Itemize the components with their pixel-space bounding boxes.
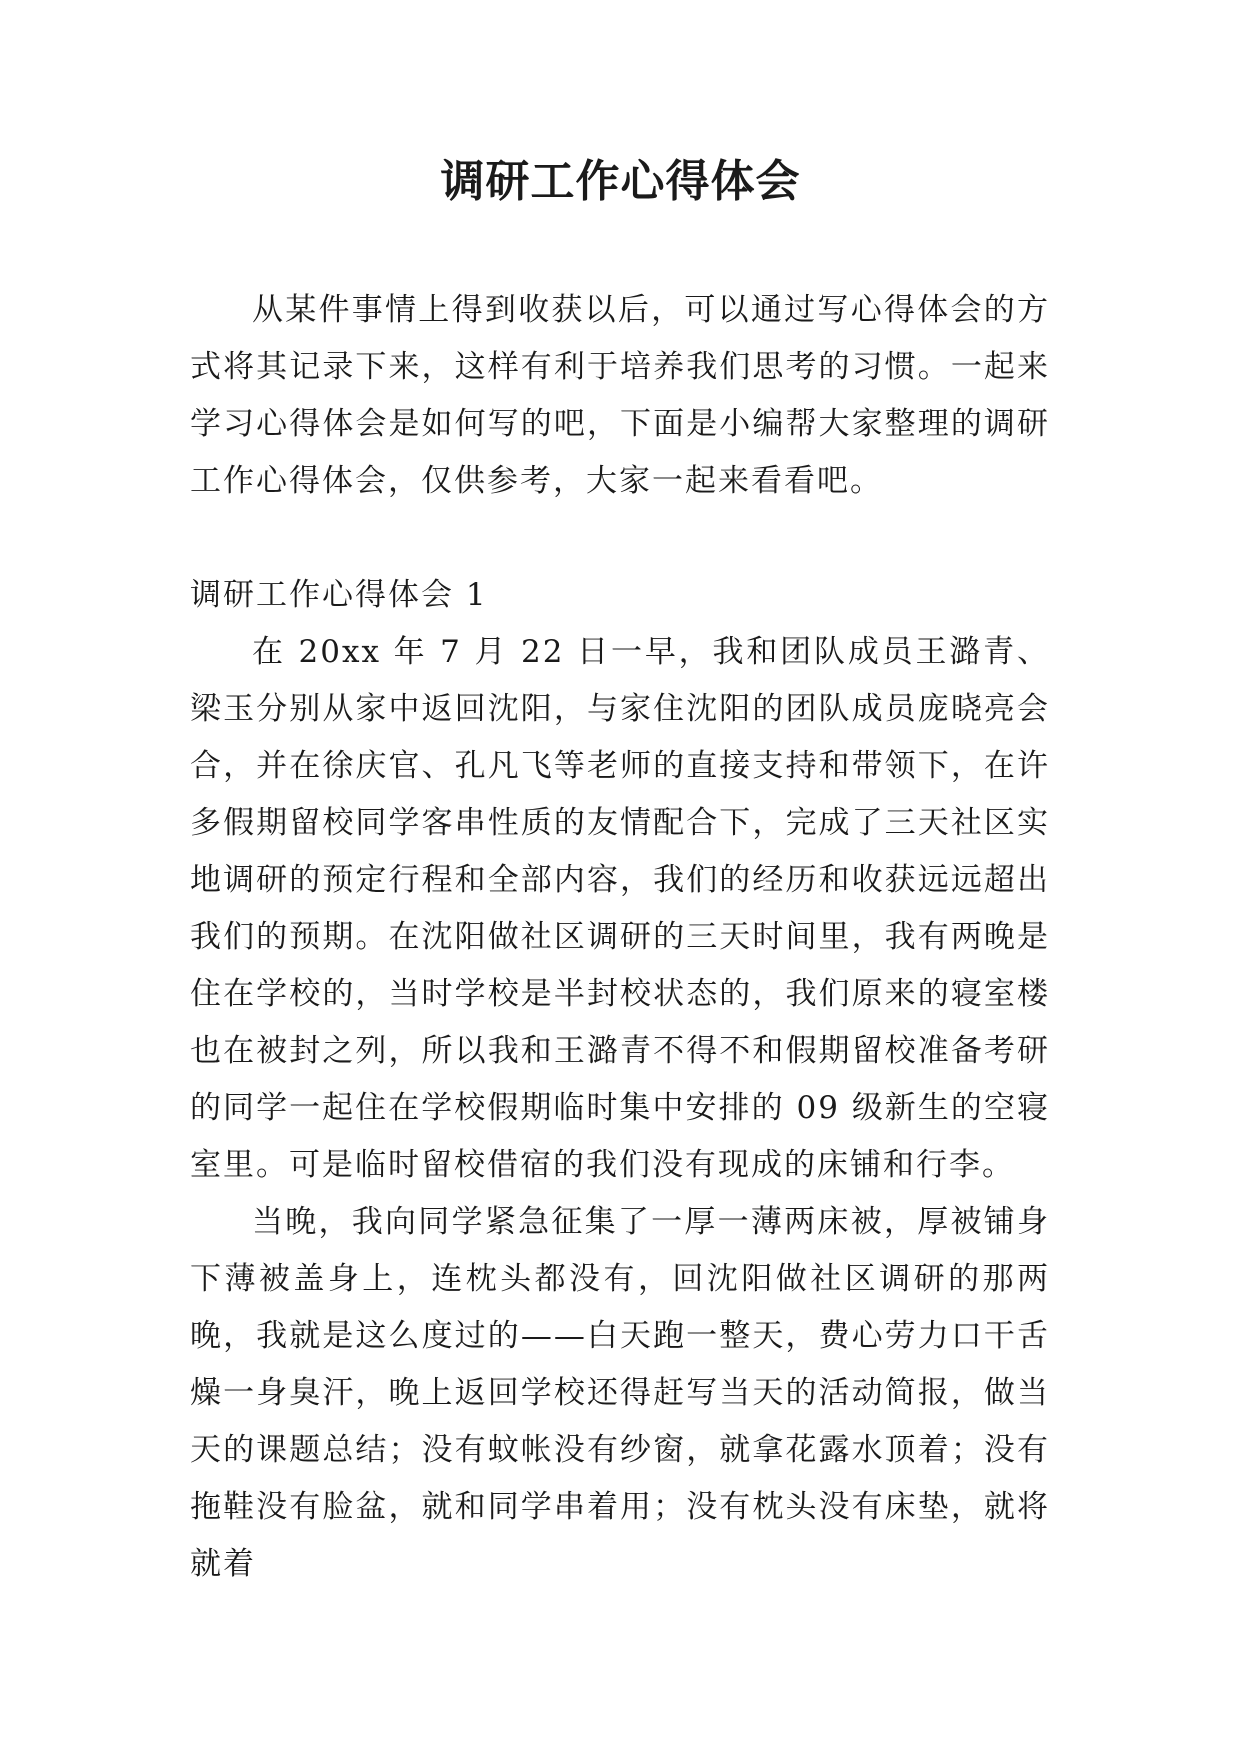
- intro-paragraph: 从某件事情上得到收获以后，可以通过写心得体会的方式将其记录下来，这样有利于培养我们思考的习惯。一起来学习心得体会是如何写的吧，下面是小编帮大家整理的调研工作心得体会，仅供参考，大家一起来看看吧。: [190, 292, 1050, 499]
- document-title: 调研工作心得体会: [440, 156, 801, 207]
- document-body: [190, 282, 1050, 1593]
- body-paragraph: 在 20xx 年 7 月 22 日一早，我和团队成员王潞青、梁玉分别从家中返回沈阳，与家住沈阳的团队成员庞晓亮会合，并在徐庆官、孔凡飞等老师的直接支持和带领下，在许多假期留校同学客串性质的友情配合下，完成了三天社区实地调研的预定行程和全部内容，我们的经历和收获远远超出我们的预期。在沈阳做社区调研的三天时间里，我有两晚是住在学校的，当时学校是半封校状态的，我们原来的寝室楼也在被封之列，所以我和王潞青不得不和假期留校准备考研的同学一起住在学校假期临时集中安排的 09 级新生的空寝室里。可是临时留校借宿的我们没有现成的床铺和行李。: [190, 634, 1050, 1183]
- section-title: 调研工作心得体会 1: [190, 577, 488, 613]
- body-paragraph: 当晚，我向同学紧急征集了一厚一薄两床被，厚被铺身下薄被盖身上，连枕头都没有，回沈阳做社区调研的那两晚，我就是这么度过的——白天跑一整天，费心劳力口干舌燥一身臭汗，晚上返回学校还得赶写当天的活动简报，做当天的课题总结；没有蚊帐没有纱窗，就拿花露水顶着；没有拖鞋没有脸盆，就和同学串着用；没有枕头没有床垫，就将就着: [190, 1204, 1050, 1582]
